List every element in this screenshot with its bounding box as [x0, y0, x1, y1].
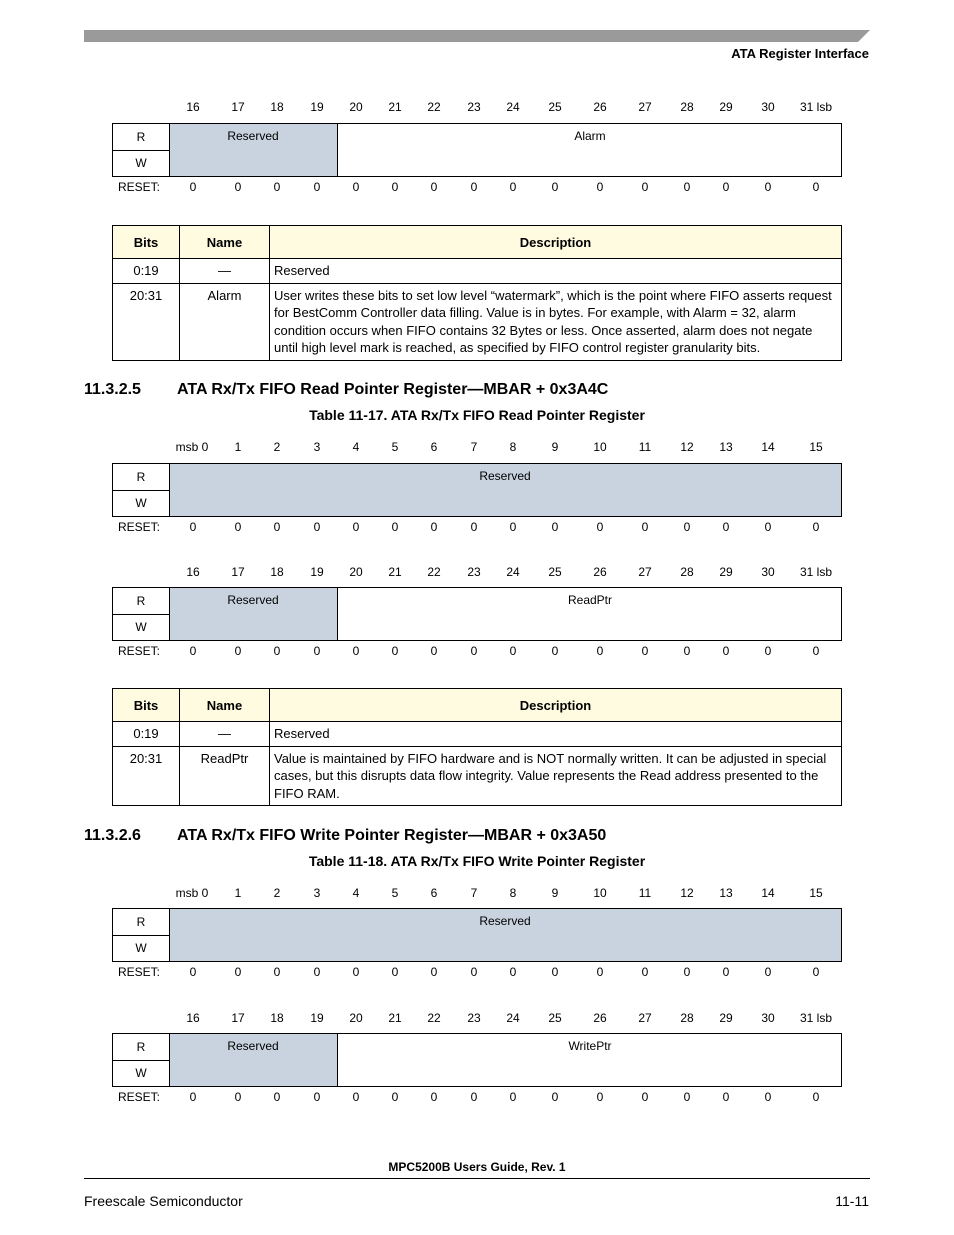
reset-value: 0	[596, 520, 604, 534]
bit-number: 1	[234, 440, 242, 454]
bit-number: 26	[593, 100, 607, 114]
description-header: Description	[270, 689, 842, 722]
reset-value: 0	[812, 644, 820, 658]
read-label: R	[113, 1034, 169, 1061]
name-header: Name	[180, 689, 270, 722]
register-diagram-alarm	[112, 123, 842, 177]
bit-numbers	[0, 886, 954, 902]
bit-number: 15	[809, 886, 823, 900]
write-label: W	[135, 941, 147, 955]
reset-row	[0, 965, 954, 981]
section-heading	[84, 381, 608, 399]
reset-value: 0	[391, 644, 399, 658]
reset-value: 0	[391, 180, 399, 194]
table-caption: Table 11-18. ATA Rx/Tx FIFO Write Pointer Register	[308, 853, 646, 869]
bit-number: 31 lsb	[799, 1011, 833, 1025]
reset-value: 0	[812, 180, 820, 194]
reset-value: 0	[470, 644, 478, 658]
reset-value: 0	[234, 965, 242, 979]
bit-number: 9	[551, 440, 559, 454]
reset-value: 0	[391, 965, 399, 979]
bit-number: 19	[310, 100, 324, 114]
reset-value: 0	[391, 1090, 399, 1104]
section-title: ATA Rx/Tx FIFO Read Pointer Register—MBAR + 0x3A4C	[177, 381, 609, 398]
reset-value: 0	[189, 520, 197, 534]
bits-cell: 0:19	[113, 722, 180, 747]
bit-number: 10	[593, 440, 607, 454]
reset-value: 0	[596, 180, 604, 194]
reserved-field-label: Reserved	[479, 914, 531, 928]
bit-number: msb 0	[175, 440, 209, 454]
bit-number: 7	[470, 886, 478, 900]
reset-value: 0	[722, 180, 730, 194]
bit-number: 21	[388, 1011, 402, 1025]
running-header: ATA Register Interface	[731, 46, 869, 61]
bit-number: 18	[270, 565, 284, 579]
bit-number: 18	[270, 1011, 284, 1025]
reset-value: 0	[551, 644, 559, 658]
table-row	[113, 283, 842, 360]
bit-number: 14	[761, 886, 775, 900]
bits-cell: 20:31	[113, 746, 180, 806]
bit-number: 13	[719, 440, 733, 454]
reserved-field-label: Reserved	[227, 129, 279, 143]
section-title: ATA Rx/Tx FIFO Write Pointer Register—MBAR + 0x3A50	[177, 827, 607, 844]
register-diagram-writeptr-low	[112, 1033, 842, 1087]
register-diagram-readptr-high	[112, 463, 842, 517]
bit-number: 31 lsb	[799, 100, 833, 114]
reset-value: 0	[189, 1090, 197, 1104]
reset-value: 0	[189, 180, 197, 194]
bit-number: 11	[638, 440, 652, 454]
reset-value: 0	[551, 1090, 559, 1104]
bit-number: 30	[761, 1011, 775, 1025]
readptr-description-table	[112, 688, 842, 806]
reset-value: 0	[273, 644, 281, 658]
reset-value: 0	[812, 965, 820, 979]
bit-number: 2	[273, 440, 281, 454]
bit-number: 25	[548, 1011, 562, 1025]
reset-value: 0	[430, 644, 438, 658]
reset-value: 0	[722, 1090, 730, 1104]
bit-number: 27	[638, 100, 652, 114]
header-bar	[84, 29, 870, 41]
bit-number: 23	[467, 1011, 481, 1025]
bit-number: 25	[548, 565, 562, 579]
bit-number: 6	[430, 440, 438, 454]
bit-number: 29	[719, 100, 733, 114]
bit-number: 22	[427, 565, 441, 579]
reset-value: 0	[641, 644, 649, 658]
read-label: R	[113, 464, 169, 491]
reset-value: 0	[764, 520, 772, 534]
bit-number: 11	[638, 886, 652, 900]
bit-number: 17	[231, 1011, 245, 1025]
reset-value: 0	[234, 644, 242, 658]
bit-number: 19	[310, 565, 324, 579]
reset-value: 0	[430, 520, 438, 534]
read-label: R	[113, 909, 169, 936]
reset-value: 0	[509, 965, 517, 979]
register-diagram-readptr-low	[112, 587, 842, 641]
reset-value: 0	[470, 1090, 478, 1104]
bit-number: 21	[388, 100, 402, 114]
bit-number: 14	[761, 440, 775, 454]
bits-cell: 0:19	[113, 259, 180, 284]
bit-number: 24	[506, 565, 520, 579]
bit-number: 2	[273, 886, 281, 900]
reset-value: 0	[683, 965, 691, 979]
bit-number: 22	[427, 100, 441, 114]
bit-number: 29	[719, 565, 733, 579]
footer-page-number: 11-11	[835, 1193, 869, 1209]
reset-value: 0	[430, 180, 438, 194]
bit-number: 9	[551, 886, 559, 900]
table-row	[113, 746, 842, 806]
name-cell: Alarm	[180, 283, 270, 360]
reset-value: 0	[596, 965, 604, 979]
reset-value: 0	[430, 965, 438, 979]
description-header: Description	[270, 226, 842, 259]
reset-value: 0	[189, 965, 197, 979]
section-number: 11.3.2.6	[84, 827, 141, 844]
writeptr-field-label: WritePtr	[568, 1039, 612, 1053]
reset-value: 0	[596, 644, 604, 658]
reset-value: 0	[313, 180, 321, 194]
bit-numbers	[0, 1011, 954, 1027]
reset-value: 0	[596, 1090, 604, 1104]
bit-number: 24	[506, 1011, 520, 1025]
reset-value: 0	[273, 1090, 281, 1104]
section-heading	[84, 827, 606, 845]
bit-number: 26	[593, 1011, 607, 1025]
bit-number: 24	[506, 100, 520, 114]
bit-number: 3	[313, 440, 321, 454]
reset-value: 0	[509, 520, 517, 534]
reset-value: 0	[641, 180, 649, 194]
bit-number: 28	[680, 1011, 694, 1025]
table-caption: Table 11-17. ATA Rx/Tx FIFO Read Pointer Register	[309, 407, 645, 423]
reset-value: 0	[352, 1090, 360, 1104]
bit-number: msb 0	[175, 886, 209, 900]
register-diagram-writeptr-high	[112, 908, 842, 962]
reset-value: 0	[189, 644, 197, 658]
reset-label: RESET:	[118, 520, 161, 534]
bit-number: 12	[680, 886, 694, 900]
bit-number: 5	[391, 886, 399, 900]
reset-value: 0	[551, 965, 559, 979]
bit-number: 30	[761, 565, 775, 579]
read-label: R	[113, 124, 169, 151]
reset-value: 0	[352, 180, 360, 194]
bit-number: 21	[388, 565, 402, 579]
reset-value: 0	[551, 520, 559, 534]
bit-number: 6	[430, 886, 438, 900]
bit-number: 31 lsb	[799, 565, 833, 579]
reset-value: 0	[764, 180, 772, 194]
reset-value: 0	[234, 520, 242, 534]
reset-value: 0	[273, 520, 281, 534]
bit-number: 8	[509, 886, 517, 900]
write-label: W	[135, 620, 147, 634]
write-label: W	[135, 1066, 147, 1080]
bit-number: 7	[470, 440, 478, 454]
description-cell: Reserved	[270, 722, 842, 747]
bit-numbers	[0, 565, 954, 581]
alarm-field-label: Alarm	[574, 129, 606, 143]
reset-value: 0	[313, 644, 321, 658]
bit-number: 15	[809, 440, 823, 454]
bits-header: Bits	[113, 226, 180, 259]
name-cell: —	[180, 722, 270, 747]
readptr-field-label: ReadPtr	[567, 593, 613, 607]
reset-value: 0	[509, 1090, 517, 1104]
footer-company: Freescale Semiconductor	[84, 1193, 243, 1209]
bit-number: 16	[186, 1011, 200, 1025]
reset-value: 0	[470, 180, 478, 194]
bit-number: 8	[509, 440, 517, 454]
reset-value: 0	[641, 965, 649, 979]
write-label: W	[135, 496, 147, 510]
reset-value: 0	[273, 965, 281, 979]
bit-number: 16	[186, 565, 200, 579]
section-number: 11.3.2.5	[84, 381, 141, 398]
bit-number: 10	[593, 886, 607, 900]
table-row	[113, 259, 842, 284]
reset-value: 0	[641, 520, 649, 534]
bit-number: 20	[349, 565, 363, 579]
write-label: W	[135, 156, 147, 170]
reserved-field-label: Reserved	[479, 469, 531, 483]
bit-number: 20	[349, 1011, 363, 1025]
reset-label: RESET:	[118, 965, 161, 979]
bits-header: Bits	[113, 689, 180, 722]
bit-number: 5	[391, 440, 399, 454]
bit-number: 22	[427, 1011, 441, 1025]
reset-value: 0	[683, 644, 691, 658]
reset-label: RESET:	[118, 180, 161, 194]
alarm-description-table	[112, 225, 842, 361]
reset-value: 0	[683, 520, 691, 534]
reset-row	[0, 180, 954, 196]
reset-value: 0	[234, 180, 242, 194]
reset-label: RESET:	[118, 1090, 161, 1104]
bit-number: 17	[231, 100, 245, 114]
reset-value: 0	[641, 1090, 649, 1104]
reset-value: 0	[722, 965, 730, 979]
reset-value: 0	[683, 1090, 691, 1104]
reset-value: 0	[683, 180, 691, 194]
reset-value: 0	[812, 520, 820, 534]
reset-row	[0, 644, 954, 660]
reset-row	[0, 520, 954, 536]
bit-number: 27	[638, 565, 652, 579]
reset-value: 0	[764, 965, 772, 979]
bit-number: 4	[352, 886, 360, 900]
reset-row	[0, 1090, 954, 1106]
name-header: Name	[180, 226, 270, 259]
bit-number: 16	[186, 100, 200, 114]
bit-number: 28	[680, 565, 694, 579]
bit-number: 23	[467, 100, 481, 114]
reset-value: 0	[812, 1090, 820, 1104]
bits-cell: 20:31	[113, 283, 180, 360]
reset-value: 0	[430, 1090, 438, 1104]
reset-value: 0	[313, 965, 321, 979]
reset-value: 0	[313, 520, 321, 534]
reset-value: 0	[722, 644, 730, 658]
reset-value: 0	[722, 520, 730, 534]
bit-numbers	[0, 440, 954, 456]
reset-value: 0	[509, 180, 517, 194]
reset-value: 0	[764, 644, 772, 658]
footer-rule	[84, 1178, 870, 1179]
bit-number: 20	[349, 100, 363, 114]
bit-number: 26	[593, 565, 607, 579]
description-cell: User writes these bits to set low level “watermark”, which is the point where FIFO asserts request for BestComm Controller data filling. Value is in bytes. For example, with Alarm = 32, alarm condition occurs when FIFO contains 32 Bytes or less. Once asserted, alarm does not negate until high level mark is reached, as specified by FIFO control register granularity bits.	[270, 283, 842, 360]
read-label: R	[113, 588, 169, 615]
reset-value: 0	[470, 520, 478, 534]
reset-value: 0	[273, 180, 281, 194]
bit-number: 23	[467, 565, 481, 579]
bit-numbers	[0, 100, 954, 116]
table-row	[113, 722, 842, 747]
name-cell: ReadPtr	[180, 746, 270, 806]
reset-value: 0	[509, 644, 517, 658]
reset-value: 0	[391, 520, 399, 534]
bit-number: 19	[310, 1011, 324, 1025]
name-cell: —	[180, 259, 270, 284]
header-bar-graphic	[84, 30, 870, 42]
reset-value: 0	[470, 965, 478, 979]
reset-value: 0	[313, 1090, 321, 1104]
reset-value: 0	[234, 1090, 242, 1104]
bit-number: 12	[680, 440, 694, 454]
reset-value: 0	[352, 965, 360, 979]
reset-label: RESET:	[118, 644, 161, 658]
bit-number: 29	[719, 1011, 733, 1025]
bit-number: 1	[234, 886, 242, 900]
bit-number: 13	[719, 886, 733, 900]
bit-number: 18	[270, 100, 284, 114]
reset-value: 0	[764, 1090, 772, 1104]
bit-number: 25	[548, 100, 562, 114]
bit-number: 17	[231, 565, 245, 579]
reserved-field-label: Reserved	[227, 593, 279, 607]
reset-value: 0	[352, 644, 360, 658]
bit-number: 27	[638, 1011, 652, 1025]
description-cell: Reserved	[270, 259, 842, 284]
bit-number: 4	[352, 440, 360, 454]
bit-number: 28	[680, 100, 694, 114]
description-cell: Value is maintained by FIFO hardware and is NOT normally written. It can be adjusted in special cases, but this disrupts data flow integrity. Value represents the Read address presented to the FIFO RAM.	[270, 746, 842, 806]
reserved-field-label: Reserved	[227, 1039, 279, 1053]
reset-value: 0	[551, 180, 559, 194]
bit-number: 3	[313, 886, 321, 900]
bit-number: 30	[761, 100, 775, 114]
footer-guide-title: MPC5200B Users Guide, Rev. 1	[388, 1160, 566, 1174]
reset-value: 0	[352, 520, 360, 534]
